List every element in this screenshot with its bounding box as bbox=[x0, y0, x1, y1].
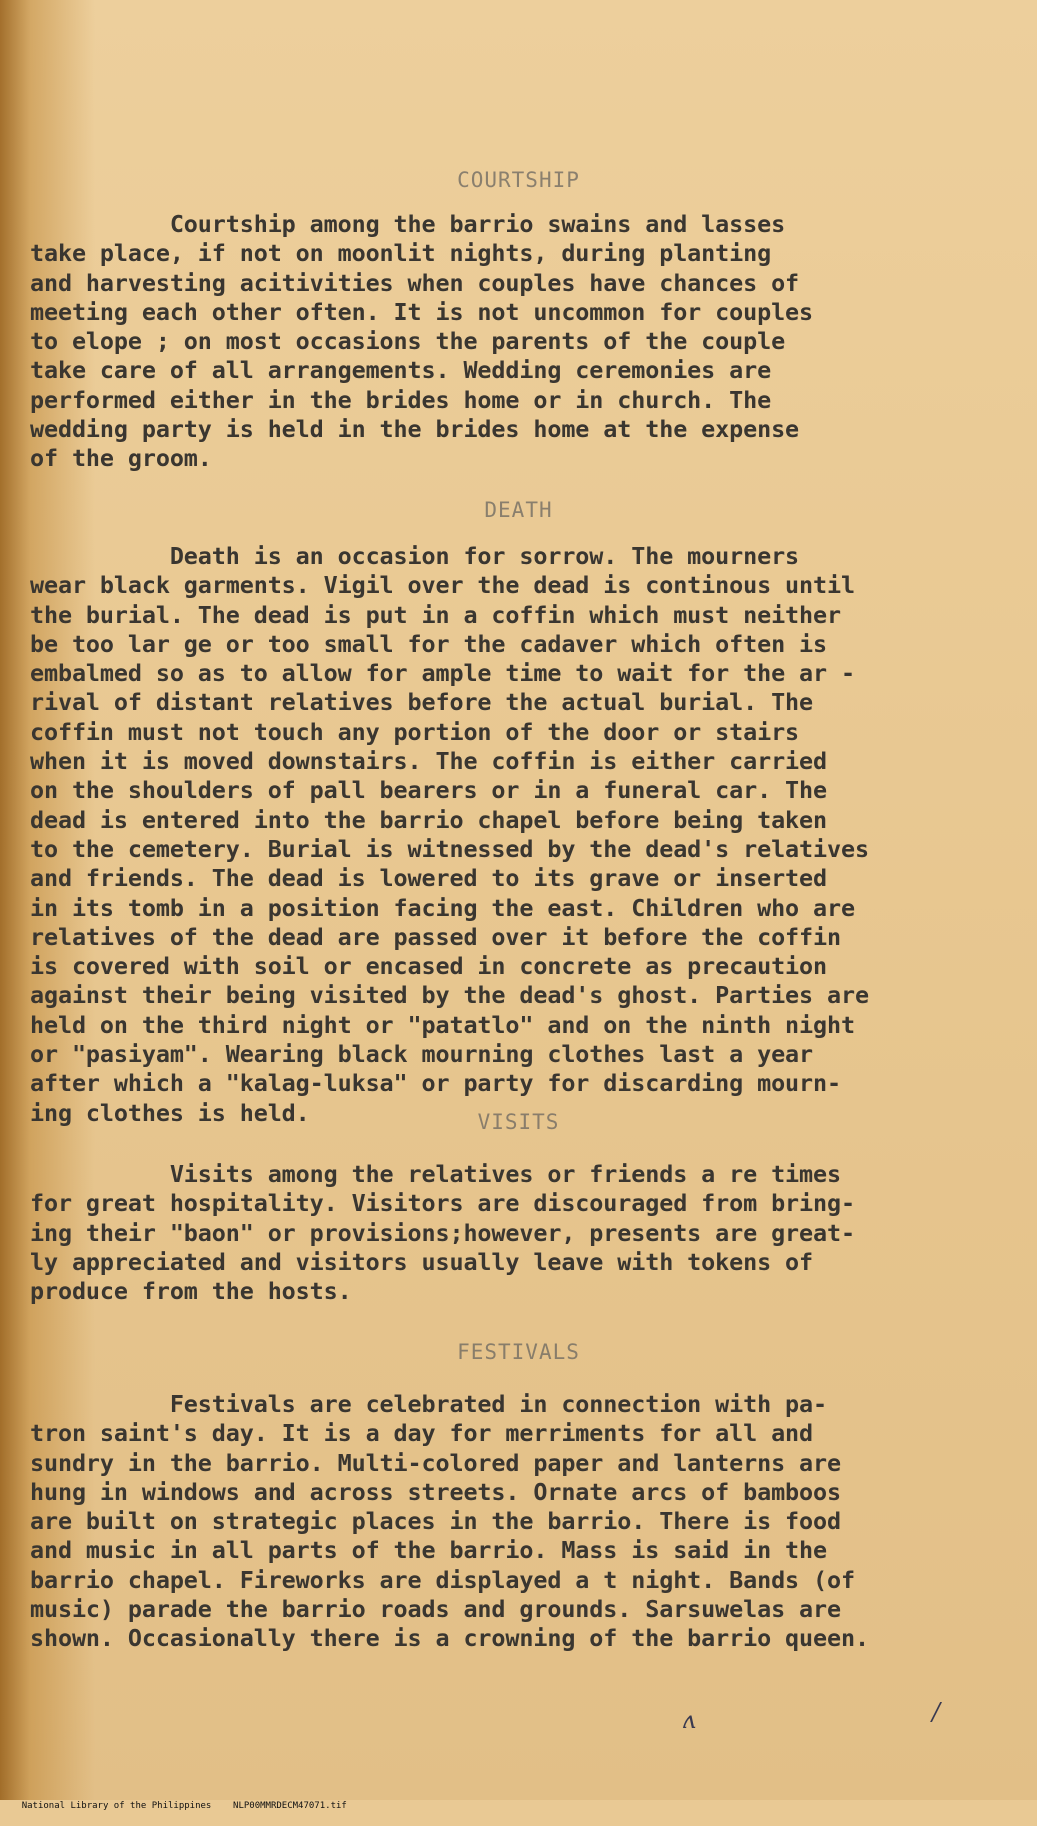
text-line: rival of distant relatives before the actual burial. The bbox=[30, 688, 814, 717]
text-line: or "pasiyam". Wearing black mourning clothes last a year bbox=[30, 1040, 814, 1069]
text-line: hung in windows and across streets. Ornate arcs of bamboos bbox=[30, 1477, 841, 1506]
section-body-courtship bbox=[30, 210, 1030, 474]
text-line: and music in all parts of the barrio. Mass is said in the bbox=[30, 1536, 827, 1565]
text-line: sundry in the barrio. Multi-colored paper and lanterns are bbox=[30, 1448, 841, 1477]
text-line: barrio chapel. Fireworks are displayed a t night. Bands (of bbox=[30, 1565, 855, 1594]
footer-filename: NLP00MMRDECM47071.tif bbox=[233, 1801, 347, 1811]
text-line: the burial. The dead is put in a coffin which must neither bbox=[30, 600, 841, 629]
section-heading-visits: VISITS bbox=[477, 1110, 560, 1134]
section-body-death bbox=[30, 542, 1030, 1128]
handwritten-mark: / bbox=[932, 1698, 941, 1726]
text-line: is covered with soil or encased in concrete as precaution bbox=[30, 952, 827, 981]
text-line: held on the third night or "patatlo" and on the ninth night bbox=[30, 1010, 855, 1039]
text-line: embalmed so as to allow for ample time to wait for the ar - bbox=[30, 659, 855, 688]
text-line: music) parade the barrio roads and grounds. Sarsuwelas are bbox=[30, 1595, 841, 1624]
text-line: take place, if not on moonlit nights, during planting bbox=[30, 239, 772, 268]
section-body-visits bbox=[30, 1160, 1030, 1306]
text-line: in its tomb in a position facing the east. Children who are bbox=[30, 893, 855, 922]
text-line: ing their "baon" or provisions;however, presents are great- bbox=[30, 1218, 855, 1247]
text-line: Courtship among the barrio swains and lasses bbox=[30, 210, 786, 238]
text-line: be too lar ge or too small for the cadaver which often is bbox=[30, 629, 827, 658]
text-line: after which a "kalag-luksa" or party for discarding mourn- bbox=[30, 1069, 841, 1098]
footer-caption bbox=[0, 1787, 347, 1811]
text-line: ly appreciated and visitors usually leave with tokens of bbox=[30, 1247, 814, 1276]
text-line: produce from the hosts. bbox=[30, 1277, 352, 1306]
text-line: dead is entered into the barrio chapel before being taken bbox=[30, 805, 827, 834]
section-heading-courtship: COURTSHIP bbox=[457, 168, 580, 192]
section-heading-festivals: FESTIVALS bbox=[457, 1340, 580, 1364]
text-line: of the groom. bbox=[30, 444, 212, 473]
text-line: coffin must not touch any portion of the door or stairs bbox=[30, 717, 800, 746]
text-line: take care of all arrangements. Wedding ceremonies are bbox=[30, 356, 772, 385]
text-line: and friends. The dead is lowered to its grave or inserted bbox=[30, 864, 827, 893]
text-line: meeting each other often. It is not uncommon for couples bbox=[30, 297, 814, 326]
text-line: relatives of the dead are passed over it before the coffin bbox=[30, 922, 841, 951]
text-line: Festivals are celebrated in connection with pa- bbox=[30, 1390, 827, 1418]
text-line: tron saint's day. It is a day for merriments for all and bbox=[30, 1419, 814, 1448]
text-line: when it is moved downstairs. The coffin is either carried bbox=[30, 747, 827, 776]
text-line: Death is an occasion for sorrow. The mourners bbox=[30, 542, 800, 570]
text-line: ing clothes is held. bbox=[30, 1098, 310, 1127]
text-line: against their being visited by the dead's ghost. Parties are bbox=[30, 981, 869, 1010]
text-line: shown. Occasionally there is a crowning of the barrio queen. bbox=[30, 1624, 869, 1653]
footer-source: National Library of the Philippines bbox=[21, 1801, 212, 1811]
text-line: and harvesting acitivities when couples have chances of bbox=[30, 268, 800, 297]
section-heading-death: DEATH bbox=[484, 498, 553, 522]
text-line: performed either in the brides home or in church. The bbox=[30, 385, 772, 414]
text-line: wedding party is held in the brides home at the expense bbox=[30, 415, 800, 444]
text-line: to elope ; on most occasions the parents of the couple bbox=[30, 327, 786, 356]
text-line: on the shoulders of pall bearers or in a funeral car. The bbox=[30, 776, 827, 805]
text-line: to the cemetery. Burial is witnessed by the dead's relatives bbox=[30, 834, 869, 863]
text-line: are built on strategic places in the barrio. There is food bbox=[30, 1507, 841, 1536]
handwritten-mark: ʌ bbox=[682, 1706, 696, 1734]
section-body-festivals bbox=[30, 1390, 1030, 1654]
text-line: Visits among the relatives or friends a re times bbox=[30, 1160, 841, 1188]
text-line: wear black garments. Vigil over the dead is continous until bbox=[30, 571, 855, 600]
text-line: for great hospitality. Visitors are discouraged from bring- bbox=[30, 1189, 855, 1218]
